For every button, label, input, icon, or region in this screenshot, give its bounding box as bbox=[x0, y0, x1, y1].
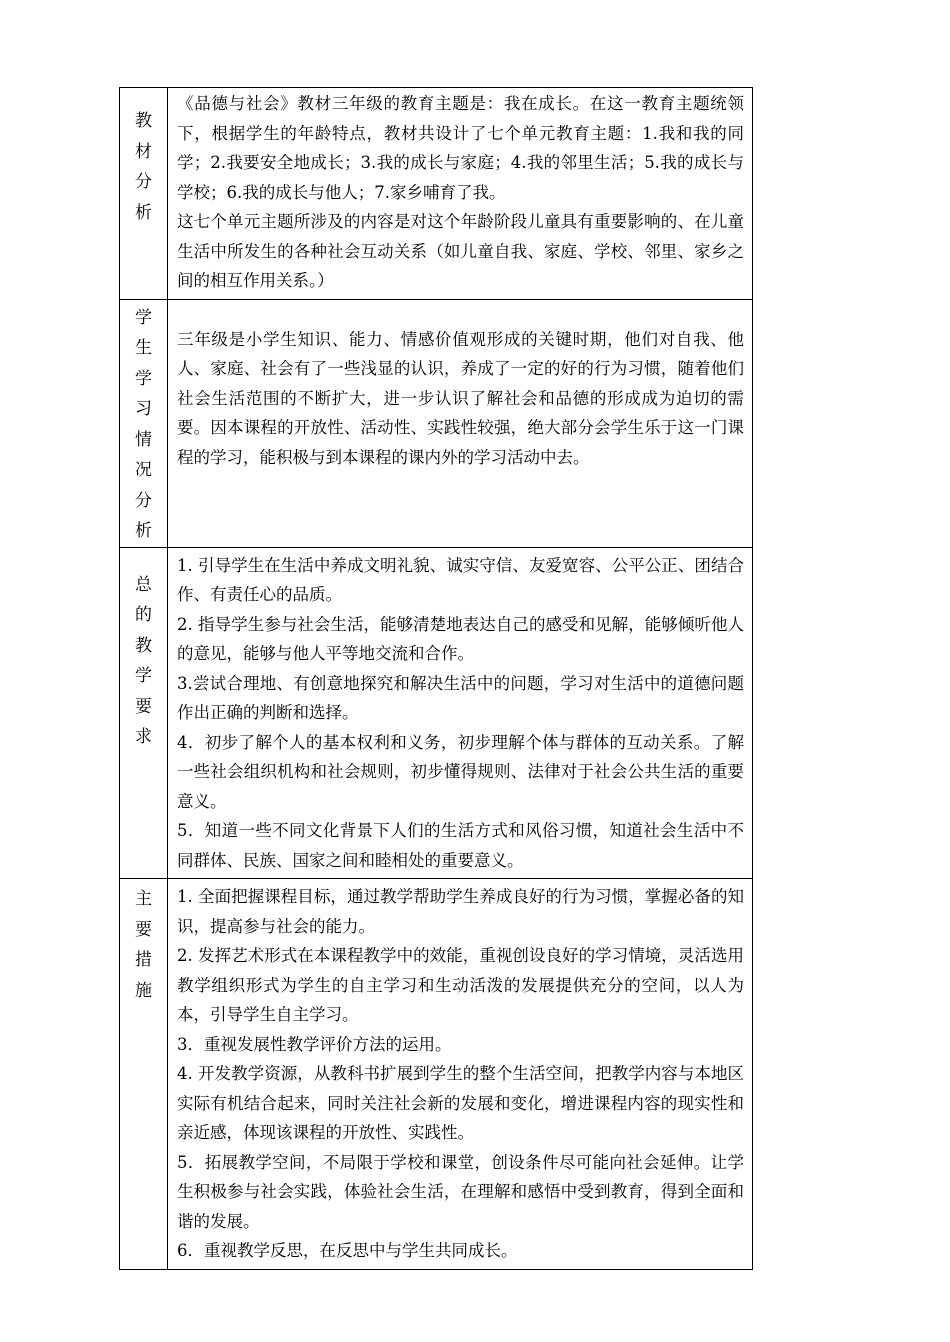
row-label: 学生学习情况分析 bbox=[135, 307, 152, 541]
row-label-cell bbox=[120, 299, 168, 547]
row-label: 主要措施 bbox=[135, 889, 152, 1001]
paragraph: 2. 指导学生参与社会生活，能够清楚地表达自己的感受和见解，能够倾听他人的意见，能够与他人平等地交流和合作。 bbox=[177, 614, 744, 663]
table-row bbox=[120, 547, 753, 879]
paragraph: 3.尝试合理地、有创意地探究和解决生活中的问题，学习对生活中的道德问题作出正确的判断和选择。 bbox=[177, 673, 744, 722]
paragraph: 1. 全面把握课程目标，通过教学帮助学生养成良好的行为习惯，掌握必备的知识，提高参与社会的能力。 bbox=[177, 887, 744, 936]
row-label-cell bbox=[120, 879, 168, 1270]
row-content bbox=[168, 299, 753, 547]
paragraph: 《品德与社会》教材三年级的教育主题是：我在成长。在这一教育主题统领下，根据学生的年龄特点，教材共设计了七个单元教育主题：1.我和我的同学；2.我要安全地成长；3.我的成长与家庭；4.我的邻里生活；5.我的成长与学校；6.我的成长与他人；7.家乡哺育了我。 bbox=[177, 94, 744, 202]
paragraph: 5．拓展教学空间，不局限于学校和课堂，创设条件尽可能向社会延伸。让学生积极参与社会实践，体验社会生活，在理解和感悟中受到教育，得到全面和谐的发展。 bbox=[177, 1152, 744, 1231]
paragraph: 1. 引导学生在生活中养成文明礼貌、诚实守信、友爱宽容、公平公正、团结合作、有责任心的品质。 bbox=[177, 555, 744, 604]
row-label: 总的教学要求 bbox=[135, 574, 152, 747]
paragraph: 2. 发挥艺术形式在本课程教学中的效能，重视创设良好的学习情境，灵活选用教学组织形式为学生的自主学习和生动活泼的发展提供充分的空间，以人为本，引导学生自主学习。 bbox=[177, 946, 744, 1024]
row-label: 教材分析 bbox=[135, 111, 152, 223]
table-row bbox=[120, 879, 753, 1270]
plan-table bbox=[119, 87, 753, 1270]
row-content bbox=[168, 88, 753, 300]
row-content bbox=[168, 879, 753, 1270]
row-content bbox=[168, 547, 753, 879]
table-row bbox=[120, 88, 753, 300]
table-row bbox=[120, 299, 753, 547]
paragraph: 三年级是小学生知识、能力、情感价值观形成的关键时期，他们对自我、他人、家庭、社会有了一些浅显的认识，养成了一定的好的行为习惯，随着他们社会生活范围的不断扩大，进一步认识了解社会和品德的形成成为迫切的需要。因本课程的开放性、活动性、实践性较强，绝大部分会学生乐于这一门课程的学习，能积极与到本课程的课内外的学习活动中去。 bbox=[177, 329, 744, 467]
paragraph: 6．重视教学反思，在反思中与学生共同成长。 bbox=[177, 1241, 518, 1260]
paragraph: 3．重视发展性教学评价方法的运用。 bbox=[177, 1034, 452, 1054]
paragraph: 4．初步了解个人的基本权利和义务，初步理解个体与群体的互动关系。了解一些社会组织机构和社会规则，初步懂得规则、法律对于社会公共生活的重要意义。 bbox=[177, 732, 744, 811]
paragraph: 5．知道一些不同文化背景下人们的生活方式和风俗习惯，知道社会生活中不同群体、民族、国家之间和睦相处的重要意义。 bbox=[177, 821, 744, 870]
paragraph: 4. 开发教学资源，从教科书扩展到学生的整个生活空间，把教学内容与本地区实际有机结合起来，同时关注社会新的发展和变化，增进课程内容的现实性和亲近感，体现该课程的开放性、实践性。 bbox=[177, 1064, 744, 1142]
row-label-cell bbox=[120, 88, 168, 300]
row-label-cell bbox=[120, 547, 168, 879]
paragraph: 这七个单元主题所涉及的内容是对这个年龄阶段儿童具有重要影响的、在儿童生活中所发生的各种社会互动关系（如儿童自我、家庭、学校、邻里、家乡之间的相互作用关系。） bbox=[177, 212, 744, 290]
